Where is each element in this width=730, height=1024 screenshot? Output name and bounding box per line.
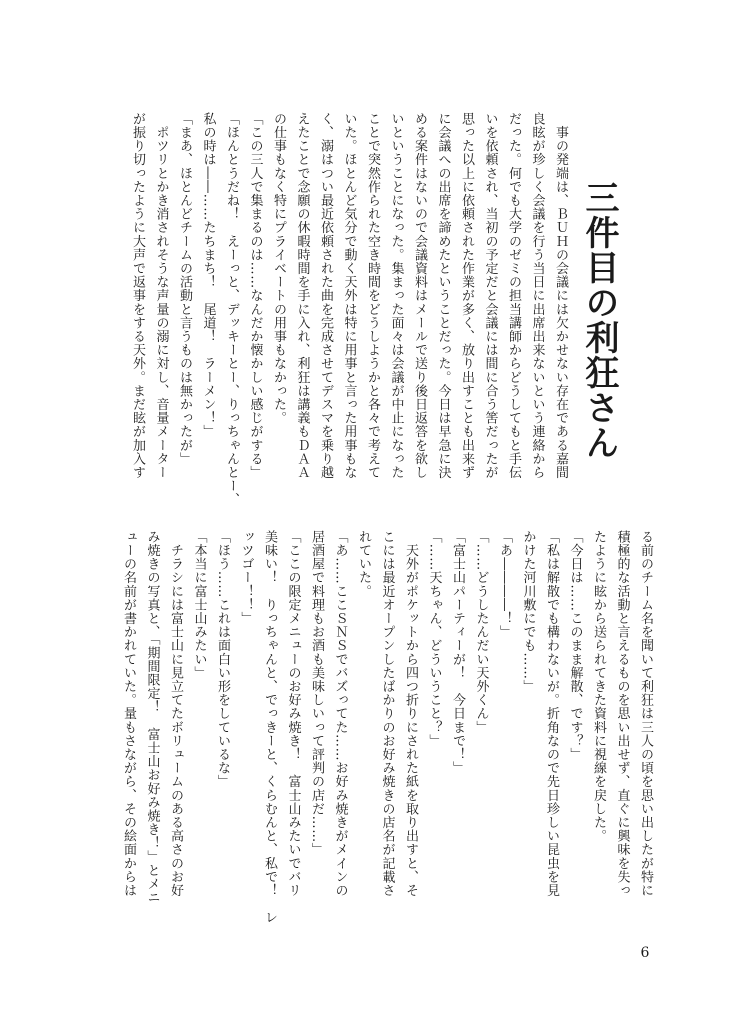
lower-text-block [112, 530, 657, 925]
text-line: 天外がポケットから四つ折りにされた紙を取り出すと、そ [403, 530, 418, 898]
upper-text-block [130, 112, 572, 507]
text-line: 「ほんとうだね！ えーっと、デッキーとー、りっちゃんとー、 [224, 112, 239, 507]
text-line: み焼きの写真と、「期間限定！ 富士山お好み焼き！」とメニ [144, 530, 160, 905]
text-line: たように眩から送られてきた資料に視線を戻した。 [591, 530, 606, 843]
page-number: 6 [640, 945, 650, 961]
text-line: る前のチーム名を聞いて利狂は三人の頃を思い出したが特に [638, 530, 653, 898]
text-line: 「あ――――！」 [497, 530, 512, 639]
text-line: いを依頼され、当初の予定だと会議には間に合う筈だったが [482, 112, 498, 480]
text-line: める案件はないので会議資料はメールで送り後日返答を欲し [412, 112, 427, 480]
text-line: ッツゴー！！」 [238, 530, 254, 626]
text-line: の仕事もなく特にプライベートの用事もなかった。 [271, 112, 286, 425]
text-line: に会議への出席を諦めたということだった。今日は早急に決 [435, 112, 451, 480]
text-line: 「この三人で集まるのは……なんだか懐かしい感じがする」 [247, 112, 263, 480]
text-line: 「今日は……このまま解散、です？」 [567, 530, 583, 762]
text-line: 「本当に富士山みたい」 [191, 530, 207, 680]
text-line: チラシには富士山に見立てたボリュームのある高さのお好 [168, 530, 183, 898]
text-line: いということになった。集まった面々は会議が中止になった [388, 112, 404, 480]
text-line: かけた河川敷にでも……」 [520, 530, 536, 694]
text-line: 私の時は――……たちまち！ 尾道！ ラーメン！」 [200, 112, 216, 439]
text-line: ューの名前が書かれていた。量もさながら、その絵面からは [121, 530, 136, 898]
text-line: 「あ……ここＳＮＳでバズってた……お好み焼きがメインの [332, 530, 348, 898]
text-line: 「私は解散でも構わないが。折角なので先日珍しい昆虫を見 [544, 530, 559, 898]
text-line: だった。何でも大学のゼミの担当講師からどうしてもと手伝 [506, 112, 521, 480]
text-line: 事の発端は、ＢＵＨの会議には欠かせない存在である嘉間 [553, 112, 568, 480]
text-line: 「ここの限定メニューのお好み焼き！ 富士山みたいでバリ [285, 530, 301, 898]
text-line: 「富士山パーティーが！ 今日まで！」 [450, 530, 465, 775]
text-line: ポツリとかき消されそうな声量の溺に対し、音量メーター [153, 112, 169, 480]
text-line: 「まあ、ほとんどチームの活動と言うものは無かったが」 [177, 112, 192, 466]
text-line: 居酒屋で料理もお酒も美味しいって評判の店だ……」 [309, 530, 324, 857]
chapter-title: 三件目の利狂さん [579, 180, 619, 460]
text-line: いた。ほとんど気分で動く天外は特に用事と言った用事もな [341, 112, 357, 480]
text-line: 思った以上に依頼された作業が多く、放り出すことも出来ず [459, 112, 474, 480]
text-line: 積極的な活動と言えるものを思い出せず、直ぐに興味を失っ [614, 530, 630, 898]
text-line: が振り切ったように大声で返事をする天外。まだ眩が加入す [130, 112, 145, 480]
text-line: 「……天ちゃん、どういうこと？」 [426, 530, 442, 748]
text-line: ことで突然作られた空き時間をどうしようかと各々で考えて [365, 112, 380, 480]
text-line: 良眩が珍しく会議を行う当日に出席出来ないという連絡から [529, 112, 545, 480]
text-line: こには最近オープンしたばかりのお好み焼きの店名が記載さ [379, 530, 395, 898]
text-line: えたことで念願の休暇時間を手に入れ、利狂は講義もＤＡＡ [294, 112, 310, 480]
text-line: 美味い！ りっちゃんと、でっきーと、くらむんと、私で！ レ [262, 530, 277, 925]
text-line: 「ほう……これは面白い形をしているな」 [215, 530, 230, 789]
text-line: く、溺はつい最近依頼された曲を完成させてデスマを乗り越 [318, 112, 333, 480]
text-line: れていた。 [356, 530, 371, 598]
text-line: 「……どうしたんだい天外くん」 [473, 530, 489, 734]
